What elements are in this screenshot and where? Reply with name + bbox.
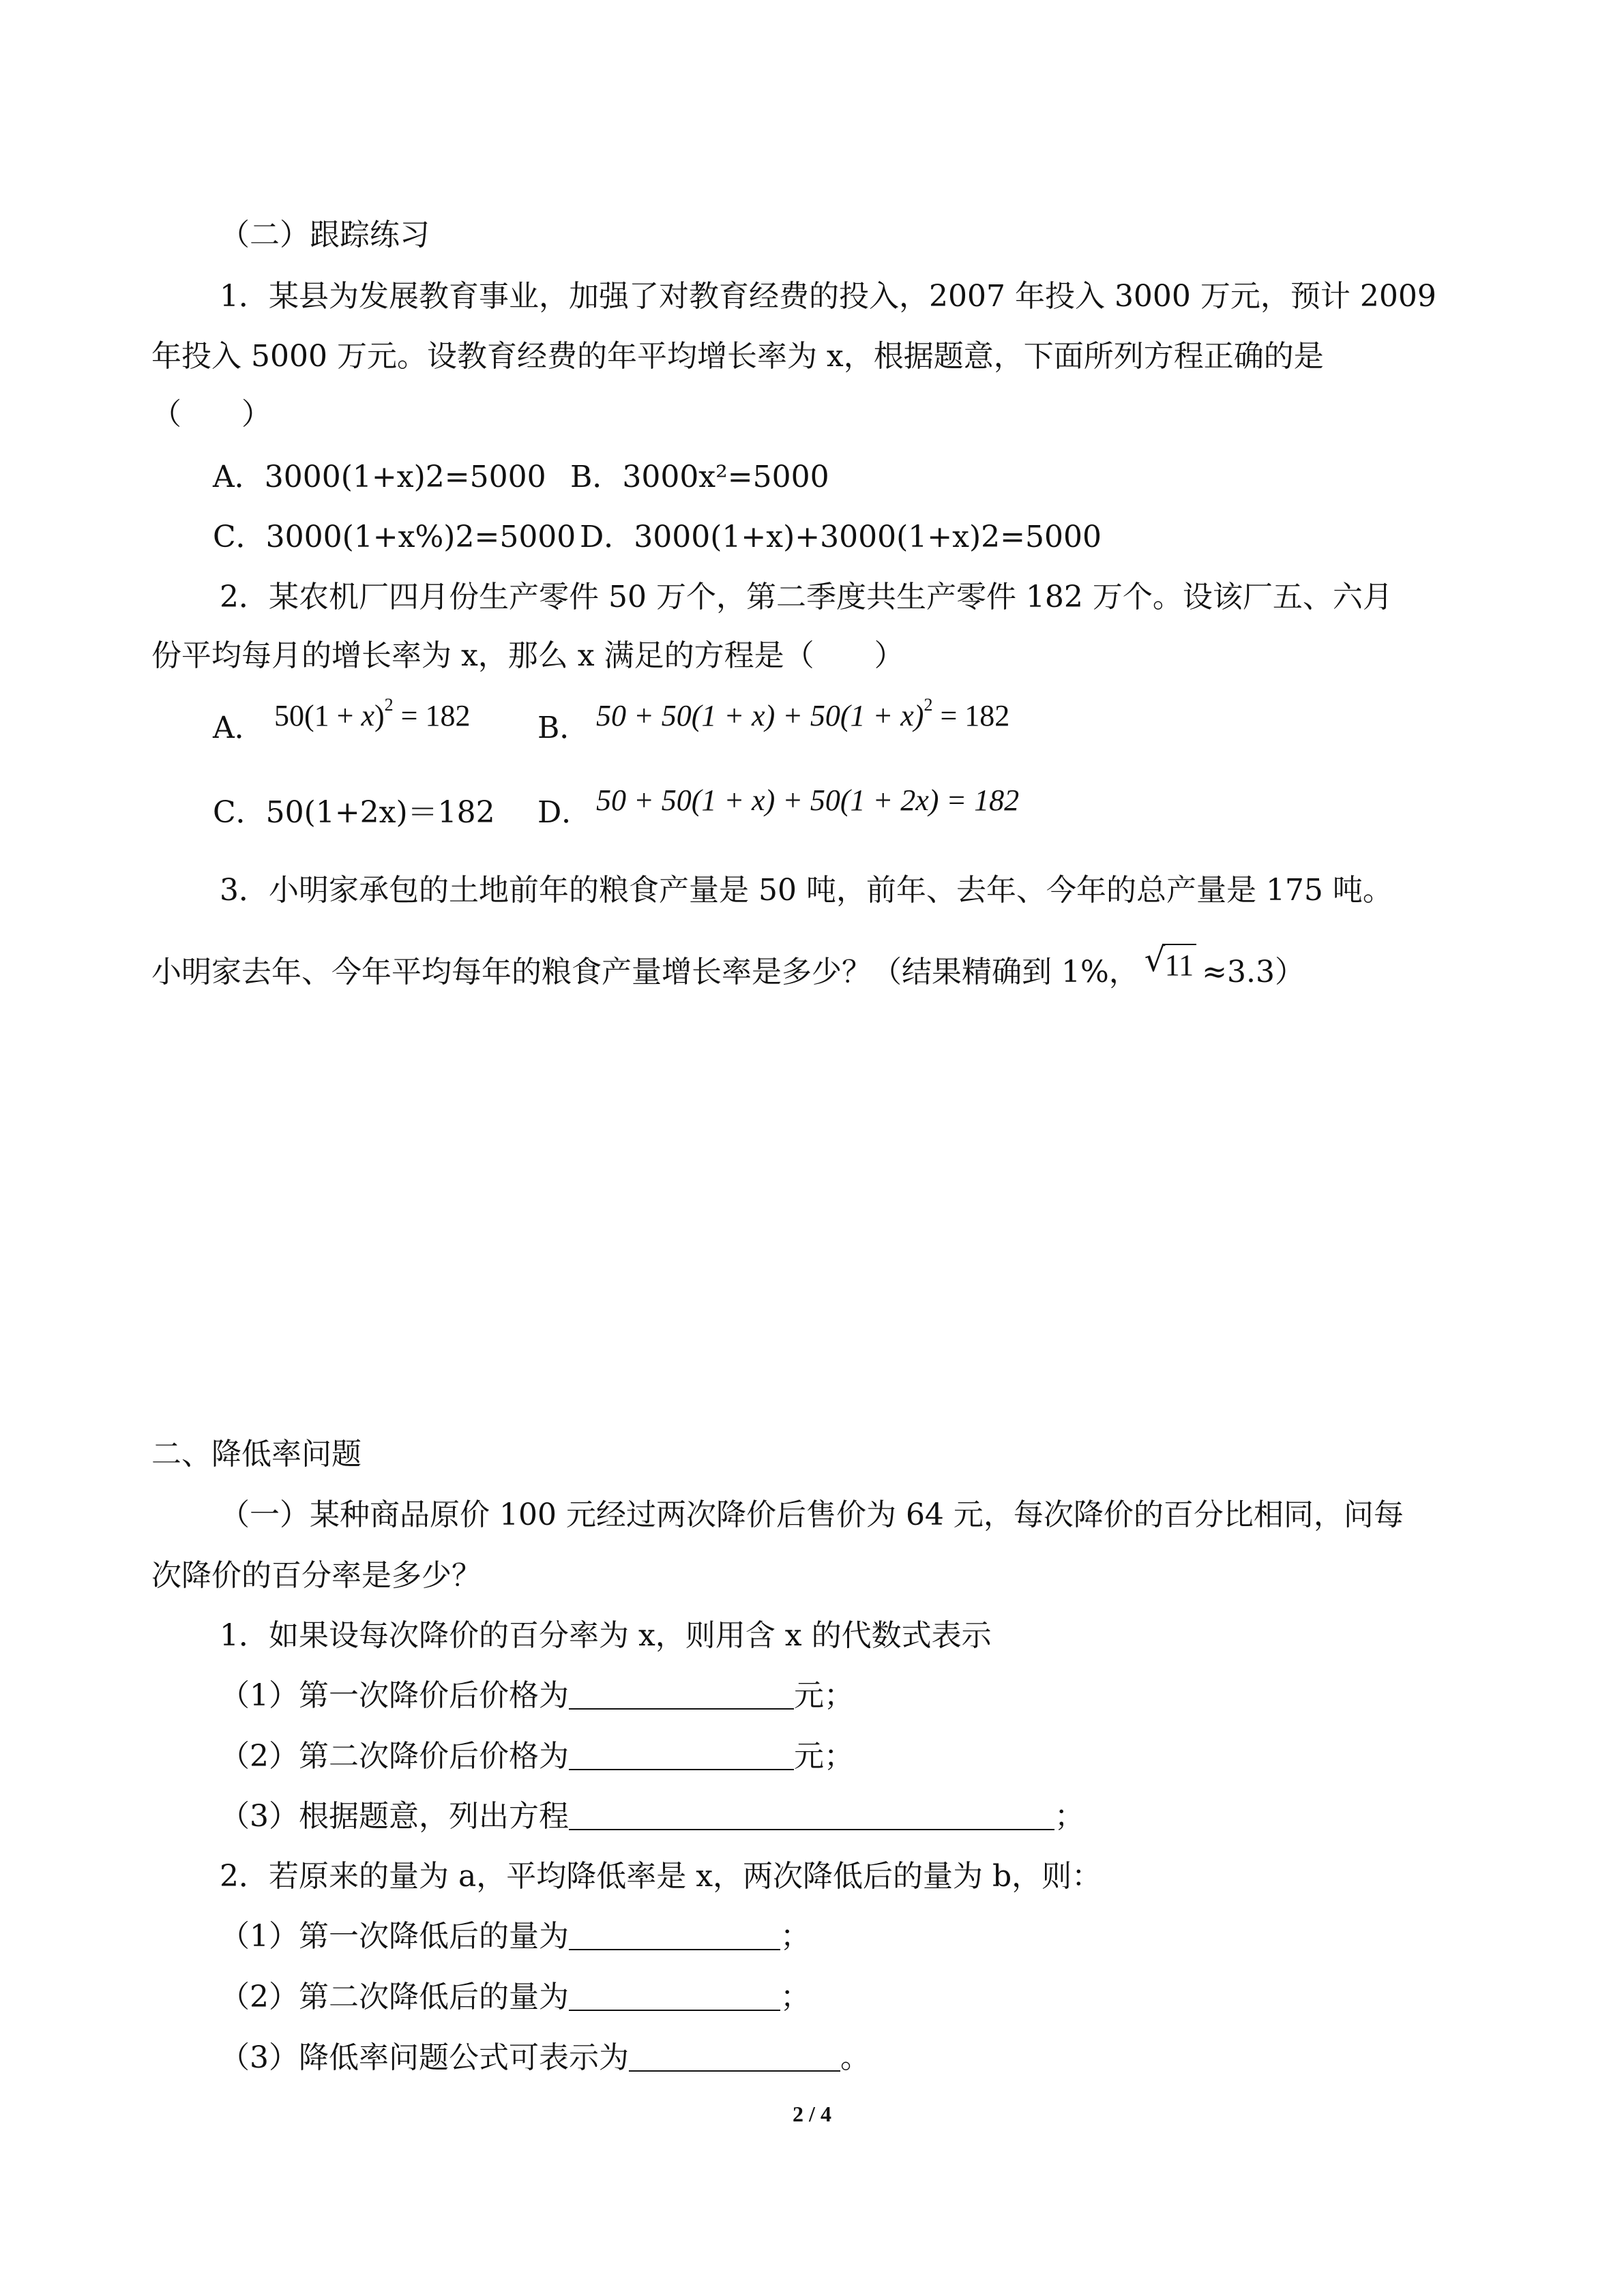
question-1-line-1: 1．某县为发展教育事业，加强了对教育经费的投入，2007 年投入 3000 万元，预计 2009 xyxy=(220,279,1436,314)
question-1-line-2: 年投入 5000 万元。设教育经费的年平均增长率为 x，根据题意，下面所列方程正确的是 xyxy=(151,339,1324,374)
question-1-option-a: A．3000(1+x)2=5000 xyxy=(213,460,546,494)
decrease-item-2-2: （2）第二次降低后的量为 ； xyxy=(220,1980,810,2014)
question-2-option-a-formula: $50(1 + x)^2 = 182$ xyxy=(274,695,471,732)
question-3-line-2-approx: ≈3.3） xyxy=(1202,955,1305,989)
answer-blank[interactable] xyxy=(629,2040,840,2072)
answer-blank[interactable] xyxy=(569,1739,794,1770)
page-number: 2 / 4 xyxy=(793,2102,831,2126)
question-1-option-c: C．3000(1+x%)2=5000 xyxy=(213,520,576,554)
question-2-option-b-formula: $50 + 50(1 + x) + 50(1 + x)^2 = 182$ xyxy=(596,695,1010,732)
decrease-item-2-3: （3）降低率问题公式可表示为 。 xyxy=(220,2040,870,2075)
decrease-item-1: 1．如果设每次降价的百分率为 x，则用含 x 的代数式表示 xyxy=(220,1618,992,1653)
answer-blank[interactable] xyxy=(569,1799,1054,1830)
answer-blank[interactable] xyxy=(569,1919,780,1950)
section-heading-decrease-rate: 二、降低率问题 xyxy=(151,1437,361,1472)
question-3-line-2 xyxy=(151,941,1305,993)
section-heading-follow-practice: （二）跟踪练习 xyxy=(220,218,430,252)
answer-blank[interactable] xyxy=(569,1980,780,2011)
question-2-line-2: 份平均每月的增长率为 x，那么 x 满足的方程是（ ） xyxy=(151,638,904,673)
decrease-item-1-3: （3）根据题意，列出方程 ； xyxy=(220,1799,1084,1834)
decrease-item-1-1: （1）第一次降价后价格为 元； xyxy=(220,1678,854,1713)
answer-blank[interactable] xyxy=(569,1678,794,1710)
decrease-item-1-2: （2）第二次降价后价格为 元； xyxy=(220,1739,854,1774)
square-root-expression xyxy=(1144,941,1196,986)
question-2-line-1: 2．某农机厂四月份生产零件 50 万个，第二季度共生产零件 182 万个。设该厂五、六月 xyxy=(220,580,1393,614)
question-2-option-b-label: B． xyxy=(537,711,590,745)
question-3-line-1: 3．小明家承包的土地前年的粮食产量是 50 吨，前年、去年、今年的总产量是 175 吨。 xyxy=(220,873,1393,908)
question-2-option-c: C．50(1+2x)＝182 xyxy=(213,795,495,830)
decrease-intro-line-2: 次降价的百分率是多少？ xyxy=(151,1558,482,1593)
question-1-option-d: D．3000(1+x)+3000(1+x)2=5000 xyxy=(580,520,1102,554)
square-root-radicand: 11 xyxy=(1162,944,1196,986)
question-2-option-d-formula: 50 + 50(1 + x) + 50(1 + 2x) = 182 xyxy=(596,784,1020,817)
question-2-option-a-label: A． xyxy=(213,711,265,745)
decrease-item-2-1: （1）第一次降低后的量为 ； xyxy=(220,1919,810,1954)
decrease-intro-line-1: （一）某种商品原价 100 元经过两次降价后售价为 64 元，每次降价的百分比相同，问每 xyxy=(220,1497,1404,1532)
question-2-option-d-label: D． xyxy=(537,795,592,830)
question-3-line-2-text: 小明家去年、今年平均每年的粮食产量增长率是多少？（结果精确到 1%， xyxy=(151,955,1139,989)
decrease-item-2: 2．若原来的量为 a，平均降低率是 x，两次降低后的量为 b，则： xyxy=(220,1859,1102,1894)
question-1-option-b: B．3000x²=5000 xyxy=(570,460,829,494)
question-1-answer-paren: （ ） xyxy=(151,397,271,432)
radical-sign-icon: √ xyxy=(1144,941,1166,979)
